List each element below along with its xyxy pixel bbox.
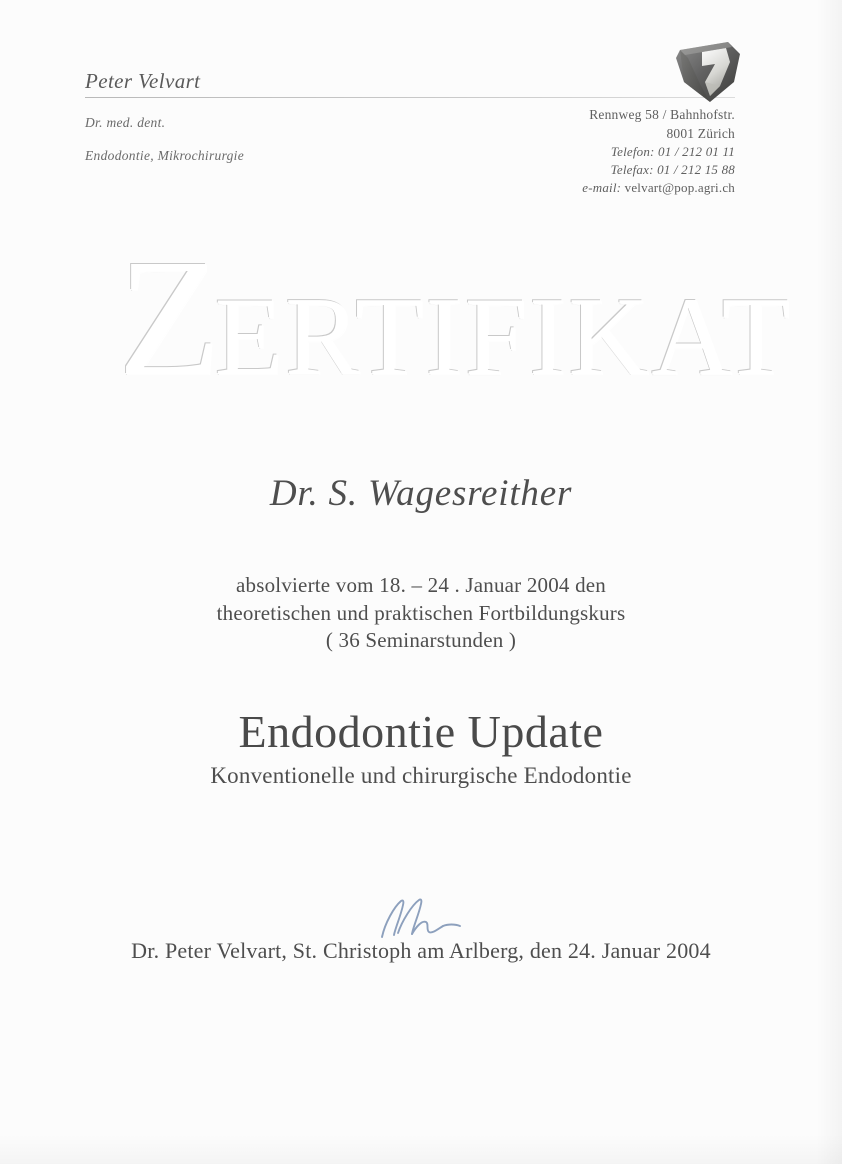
contact-email-label: e-mail: <box>582 180 622 196</box>
practitioner-credential: Dr. med. dent. <box>85 115 166 131</box>
practitioner-specialty: Endodontie, Mikrochirurgie <box>85 148 245 164</box>
contact-fax: Telefax: 01 / 212 15 88 <box>610 162 735 178</box>
course-title: Endodontie Update <box>238 706 604 757</box>
contact-phone: Telefon: 01 / 212 01 11 <box>610 144 735 160</box>
contact-email <box>505 179 735 197</box>
practitioner-name: Peter Velvart <box>85 69 201 93</box>
award-line-hours: ( 36 Seminarstunden ) <box>325 628 517 653</box>
letterhead-divider <box>85 97 735 98</box>
contact-street: Rennweg 58 / Bahnhofstr. <box>589 107 735 122</box>
contact-block <box>505 106 735 197</box>
velvart-practice-logo <box>672 38 744 106</box>
signature-line: Dr. Peter Velvart, St. Christoph am Arlberg, den 24. Januar 2004 <box>131 938 711 963</box>
contact-city: 8001 Zürich <box>666 125 735 141</box>
award-line-coursetype: theoretischen und praktischen Fortbildungskurs <box>216 600 626 625</box>
zertifikat-watermark <box>118 225 793 411</box>
course-subtitle: Konventionelle und chirurgische Endodontie <box>210 763 632 788</box>
contact-email-address: velvart@pop.agri.ch <box>624 180 735 196</box>
watermark-drop-cap: Z <box>118 225 219 411</box>
watermark-remainder: ERTIFIKAT <box>214 275 793 399</box>
award-line-dates: absolvierte vom 18. – 24 . Januar 2004 den <box>236 573 606 597</box>
award-statement <box>0 572 842 655</box>
recipient-name: Dr. S. Wagesreither <box>269 473 573 514</box>
scan-edge-bottom <box>0 1134 842 1164</box>
